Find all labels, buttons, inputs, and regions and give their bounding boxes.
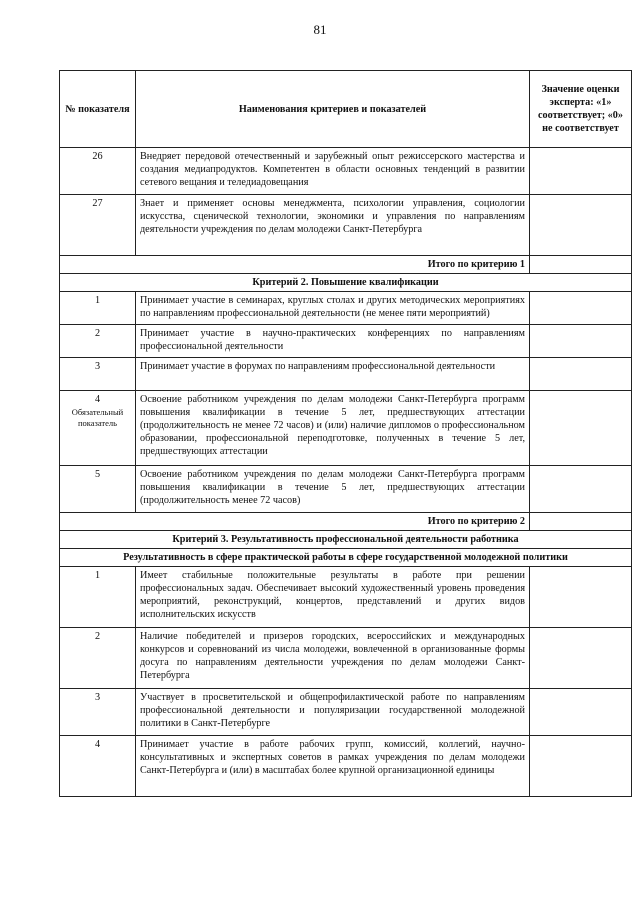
table-row	[60, 292, 632, 325]
header-number: № показателя	[60, 71, 136, 148]
row-text: Наличие победителей и призеров городских, всероссийских и международных конкурсов и соревнований из числа молодежи, вовлеченной в организованные формы досуга по направлениям деятельности учреждения по делам молодежи Санкт-Петербурга	[136, 628, 530, 689]
header-value: Значение оценки эксперта: «1» соответствует; «0» не соответствует	[530, 71, 632, 148]
row-text: Знает и применяет основы менеджмента, психологии управления, социологии искусства, сценической технологии, экономики и управления по направлениям деятельности учреждения по делам молодежи Санкт-Петербурга	[136, 195, 530, 256]
total-criterion-2: Итого по критерию 2	[60, 513, 530, 531]
row-text: Принимает участие в работе рабочих групп, комиссий, коллегий, научно-консультативных и экспертных советов в рамках учреждения по делам молодежи Санкт-Петербурга и (или) в масштабах более крупной организационной единицы	[136, 736, 530, 797]
row-text: Имеет стабильные положительные результаты в работе при решении профессиональных задач. Обеспечивает высокий художественный уровень проведения мероприятий, реконструкций, концертов, представлений и других видов исполнительских искусств	[136, 567, 530, 628]
value-cell[interactable]	[530, 148, 632, 195]
table-row	[60, 689, 632, 736]
row-number: 26	[60, 148, 136, 195]
value-cell[interactable]	[530, 628, 632, 689]
row-number: 1	[60, 567, 136, 628]
row-text: Внедряет передовой отечественный и зарубежный опыт режиссерского мастерства и создания медиапродуктов. Компетентен в области основных тенденций в развитии сетевого вещания и теледиадовещания	[136, 148, 530, 195]
criteria-table	[59, 70, 632, 797]
total-criterion-1: Итого по критерию 1	[60, 256, 530, 274]
value-cell[interactable]	[530, 567, 632, 628]
table-row	[60, 628, 632, 689]
subsection-title: Результативность в сфере практической работы в сфере государственной молодежной политики	[60, 549, 632, 567]
criterion-row	[60, 531, 632, 549]
row-number: 2	[60, 628, 136, 689]
value-cell[interactable]	[530, 195, 632, 256]
table-row	[60, 325, 632, 358]
mandatory-note: Обязательный показатель	[71, 407, 124, 428]
row-number: 1	[60, 292, 136, 325]
value-cell[interactable]	[530, 391, 632, 466]
value-cell[interactable]	[530, 325, 632, 358]
criterion-2-title: Критерий 2. Повышение квалификации	[60, 274, 632, 292]
value-cell[interactable]	[530, 292, 632, 325]
row-text: Участвует в просветительской и общепрофилактической работе по направлениям профессиональной деятельности и популяризации государственной молодежной политики в Санкт-Петербурге	[136, 689, 530, 736]
criterion-row	[60, 274, 632, 292]
table-row	[60, 567, 632, 628]
table-row	[60, 391, 632, 466]
page-number: 81	[313, 22, 327, 37]
row-number: 5	[60, 466, 136, 513]
table-header-row	[60, 71, 632, 148]
total-value-cell[interactable]	[530, 256, 632, 274]
row-number-cell	[60, 391, 136, 466]
subsection-row	[60, 549, 632, 567]
value-cell[interactable]	[530, 358, 632, 391]
table-row	[60, 466, 632, 513]
row-number: 2	[60, 325, 136, 358]
row-text: Принимает участие в научно-практических конференциях по направлениям профессиональной деятельности	[136, 325, 530, 358]
value-cell[interactable]	[530, 736, 632, 797]
row-text: Принимает участие в форумах по направлениям профессиональной деятельности	[136, 358, 530, 391]
row-number: 3	[60, 358, 136, 391]
total-value-cell[interactable]	[530, 513, 632, 531]
value-cell[interactable]	[530, 689, 632, 736]
row-number: 3	[60, 689, 136, 736]
total-row	[60, 513, 632, 531]
table-row	[60, 195, 632, 256]
table-row	[60, 148, 632, 195]
table-row	[60, 736, 632, 797]
row-number: 27	[60, 195, 136, 256]
table-row	[60, 358, 632, 391]
criterion-3-title: Критерий 3. Результативность профессиональной деятельности работника	[60, 531, 632, 549]
row-text: Освоение работником учреждения по делам молодежи Санкт-Петербурга программ повышения квалификации в течение 5 лет, предшествующих аттестации (продолжительность не менее 72 часов) и (или) наличие дипломов о профессиональном образовании, профессиональной переподготовке, полученных в течение 5 лет, предшествующих аттестации	[136, 391, 530, 466]
row-number: 4	[60, 736, 136, 797]
header-criteria: Наименования критериев и показателей	[136, 71, 530, 148]
value-cell[interactable]	[530, 466, 632, 513]
total-row	[60, 256, 632, 274]
row-text: Освоение работником учреждения по делам молодежи Санкт-Петербурга программ повышения квалификации в течение 5 лет, предшествующих аттестации (продолжительность менее 72 часов)	[136, 466, 530, 513]
row-number: 4	[94, 394, 101, 405]
row-text: Принимает участие в семинарах, круглых столах и других методических мероприятиях по направлениям профессиональной деятельности (не менее пяти мероприятий)	[136, 292, 530, 325]
